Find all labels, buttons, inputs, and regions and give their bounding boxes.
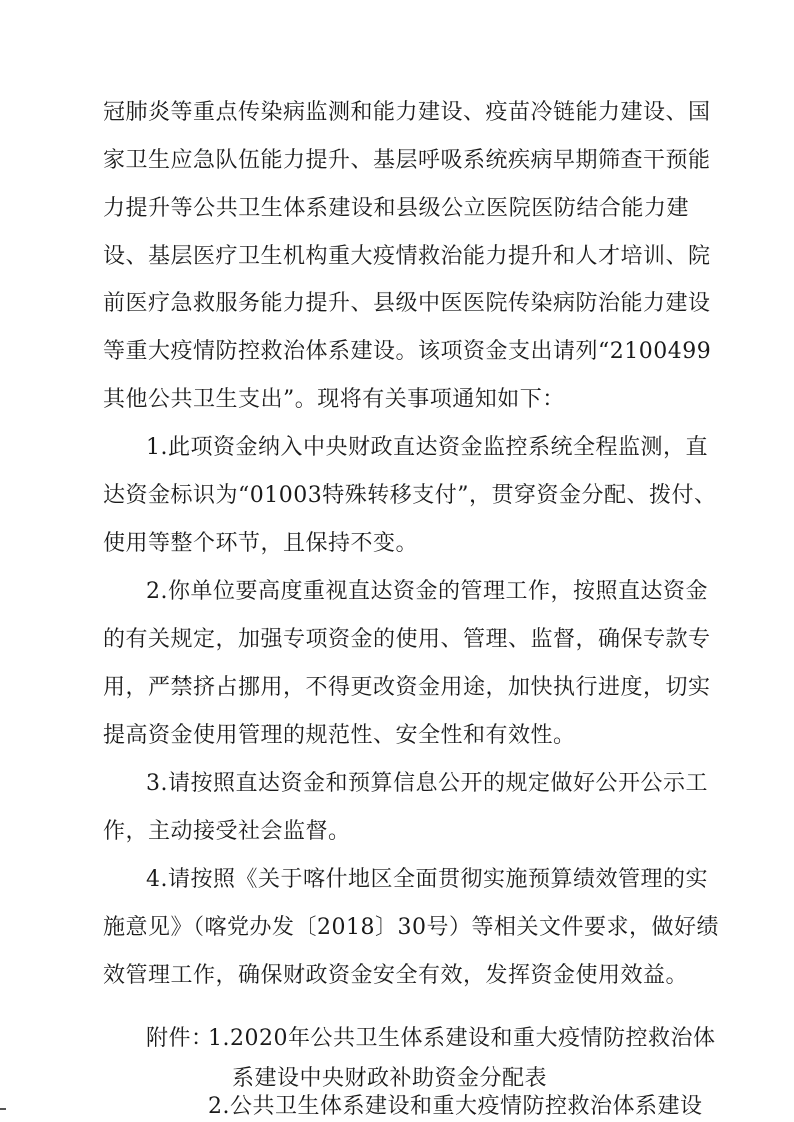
body-line: 力提升等公共卫生体系建设和县级公立医院医防结合能力建 <box>103 196 689 221</box>
numbered-item-3-line: 作，主动接受社会监督。 <box>103 819 351 844</box>
body-line: 冠肺炎等重点传染病监测和能力建设、疫苗冷链能力建设、国 <box>103 100 711 125</box>
body-line: 前医疗急救服务能力提升、县级中医医院传染病防治能力建设 <box>103 291 711 316</box>
body-line: 其他公共卫生支出”。现将有关事项通知如下： <box>103 387 565 412</box>
numbered-item-4-line: 4.请按照《关于喀什地区全面贯彻实施预算绩效管理的实 <box>146 867 708 892</box>
numbered-item-2-line: 2.你单位要高度重视直达资金的管理工作，按照直达资金 <box>146 579 708 604</box>
numbered-item-2-line: 的有关规定，加强专项资金的使用、管理、监督，确保专款专 <box>103 627 711 652</box>
body-line: 家卫生应急队伍能力提升、基层呼吸系统疾病早期筛查干预能 <box>103 148 711 173</box>
attachments-label: 附件： <box>146 1026 214 1051</box>
numbered-item-3-line: 3.请按照直达资金和预算信息公开的规定做好公开公示工 <box>146 771 708 796</box>
scan-edge-mark <box>0 1108 6 1110</box>
attachment-item-1-cont: 系建设中央财政补助资金分配表 <box>232 1066 548 1091</box>
body-line: 等重大疫情防控救治体系建设。该项资金支出请列“2100499 <box>103 339 712 364</box>
numbered-item-1-line: 使用等整个环节，且保持不变。 <box>103 531 419 556</box>
attachment-item-1: 1.2020年公共卫生体系建设和重大疫情防控救治体 <box>208 1026 716 1051</box>
body-line: 设、基层医疗卫生机构重大疫情救治能力提升和人才培训、院 <box>103 244 711 269</box>
numbered-item-1-line: 达资金标识为“01003特殊转移支付”，贯穿资金分配、拨付、 <box>103 483 717 508</box>
numbered-item-4-line: 效管理工作，确保财政资金安全有效，发挥资金使用效益。 <box>103 963 689 988</box>
numbered-item-2-line: 提高资金使用管理的规范性、安全性和有效性。 <box>103 723 576 748</box>
attachment-item-2: 2.公共卫生体系建设和重大疫情防控救治体系建设 <box>208 1094 703 1119</box>
numbered-item-1-line: 1.此项资金纳入中央财政直达资金监控系统全程监测，直 <box>146 435 708 460</box>
numbered-item-4-line: 施意见》（喀党办发〔2018〕30号）等相关文件要求，做好绩 <box>103 915 719 940</box>
numbered-item-2-line: 用，严禁挤占挪用，不得更改资金用途，加快执行进度，切实 <box>103 675 711 700</box>
